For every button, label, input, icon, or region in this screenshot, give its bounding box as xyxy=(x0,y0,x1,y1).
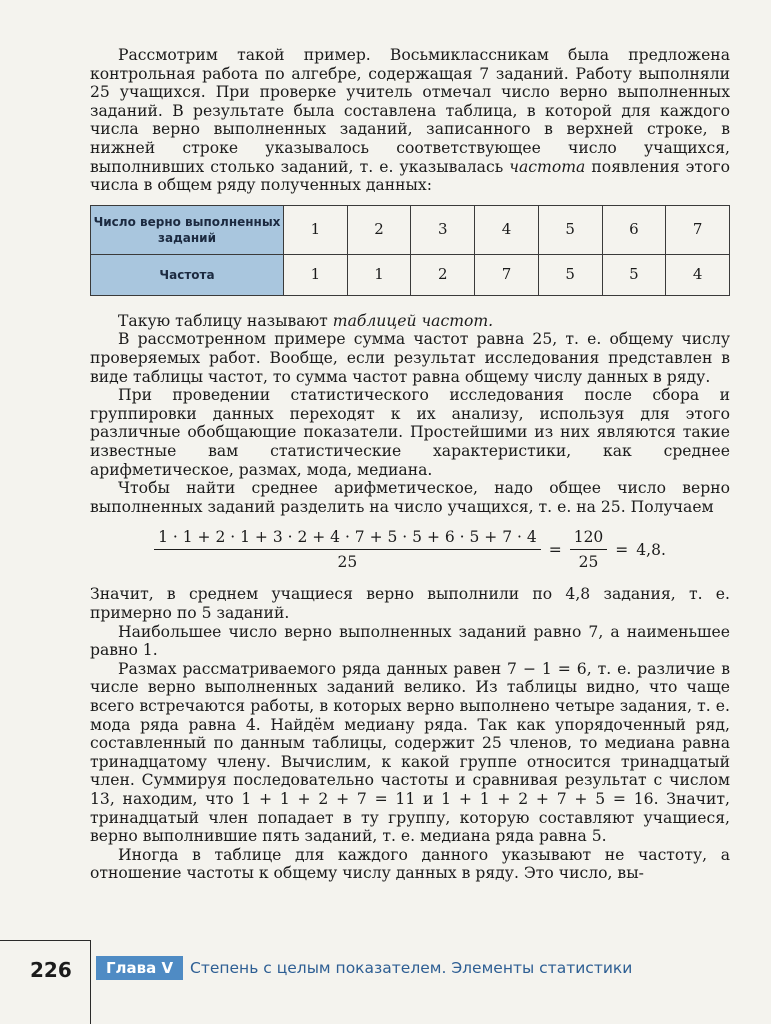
paragraph-sum: В рассмотренном примере сумма частот равна 25, т. е. общему числу проверяемых работ. Вообще, если результат исследования представлен в виде таблицы частот, то сумма частот равна общему числу данных в ряду. xyxy=(90,330,730,386)
table-cell: 1 xyxy=(284,205,348,254)
term-frequency: частота xyxy=(509,157,586,176)
equals-sign: = xyxy=(548,540,562,559)
paragraph-max-min: Наибольшее число верно выполненных заданий равно 7, а наименьшее равно 1. xyxy=(90,622,730,660)
mean-formula xyxy=(90,528,730,571)
page-number: 226 xyxy=(30,958,72,982)
denominator: 25 xyxy=(337,552,358,571)
table-cell: 5 xyxy=(602,254,666,295)
chapter-label: Глава V xyxy=(96,956,183,980)
denominator: 25 xyxy=(578,552,599,571)
paragraph-mean: Чтобы найти среднее арифметическое, надо общее число верно выполненных заданий разделить на число учащихся, т. е. на 25. Получаем xyxy=(90,479,730,516)
numerator: 120 xyxy=(570,528,608,550)
table-cell: 1 xyxy=(284,254,348,295)
text: Рассмотрим такой пример. Восьмиклассникам была предложена контрольная работа по алгебре, содержащая 7 заданий. Работу выполняли 25 учащихся. При проверке учитель отмечал число верно выполненных заданий. В результате была составлена таблица, в которой для каждого числа верно выполненных заданий, записанного в верхней строке, в нижней строке указывалось соответствующее число учащихся, выполнивших столько заданий, т. е. указывалась xyxy=(90,46,730,176)
table-cell: 7 xyxy=(475,254,539,295)
text: Такую таблицу называют xyxy=(118,311,328,330)
paragraph-table-name xyxy=(90,312,730,331)
table-cell: 2 xyxy=(347,205,411,254)
table-cell: 2 xyxy=(411,254,475,295)
paragraph-analysis: При проведении статистического исследования после сбора и группировки данных переходят к их анализу, используя для этого различные обобщающие показатели. Простейшими из них являются такие известные вам статистические характеристики, как среднее арифметическое, размах, мода, медиана. xyxy=(90,386,730,479)
table-header-tasks: Число верно выполненных заданий xyxy=(91,205,284,254)
table-cell: 6 xyxy=(602,205,666,254)
paragraph-intro xyxy=(90,46,730,195)
table-row-frequency xyxy=(91,254,730,295)
term-frequency-table: таблицей частот. xyxy=(332,311,494,330)
table-row-tasks xyxy=(91,205,730,254)
frequency-table xyxy=(90,205,730,296)
footer-divider-vertical xyxy=(90,940,91,1024)
table-cell: 4 xyxy=(666,254,730,295)
formula-result: 4,8. xyxy=(636,540,666,559)
fraction-main xyxy=(154,528,541,571)
table-cell: 4 xyxy=(475,205,539,254)
fraction-simplified xyxy=(570,528,608,571)
page-content xyxy=(90,46,730,883)
table-header-frequency: Частота xyxy=(91,254,284,295)
paragraph-relative-frequency: Иногда в таблице для каждого данного указывают не частоту, а отношение частоты к общему числу данных в ряду. Это число, вы- xyxy=(90,845,730,883)
numerator: 1 · 1 + 2 · 1 + 3 · 2 + 4 · 7 + 5 · 5 + 6 · 5 + 7 · 4 xyxy=(154,528,541,550)
table-cell: 7 xyxy=(666,205,730,254)
footer-divider xyxy=(0,940,90,941)
table-cell: 3 xyxy=(411,205,475,254)
paragraph-mean-result: Значит, в среднем учащиеся верно выполнили по 4,8 задания, т. е. примерно по 5 заданий. xyxy=(90,585,730,623)
text: появления этого числа в общем ряду полученных данных: xyxy=(90,157,730,195)
table-cell: 5 xyxy=(538,205,602,254)
chapter-title: Степень с целым показателем. Элементы статистики xyxy=(190,959,633,977)
table-cell: 1 xyxy=(347,254,411,295)
table-cell: 5 xyxy=(538,254,602,295)
equals-sign: = xyxy=(615,540,629,559)
paragraph-range-mode-median: Размах рассматриваемого ряда данных равен 7 − 1 = 6, т. е. различие в числе верно выполненных заданий велико. Из таблицы видно, что чаще всего встречаются работы, в которых верно выполнено четыре задания, т. е. мода ряда равна 4. Найдём медиану ряда. Так как упорядоченный ряд, составленный по данным таблицы, содержит 25 членов, то медиана равна тринадцатому члену. Вычислим, к какой группе относится тринадцатый член. Суммируя последовательно частоты и сравнивая результат с числом 13, находим, что 1 + 1 + 2 + 7 = 11 и 1 + 1 + 2 + 7 + 5 = 16. Значит, тринадцатый член попадает в ту группу, которую составляют учащиеся, верно выполнившие пять заданий, т. е. медиана ряда равна 5. xyxy=(90,659,730,846)
